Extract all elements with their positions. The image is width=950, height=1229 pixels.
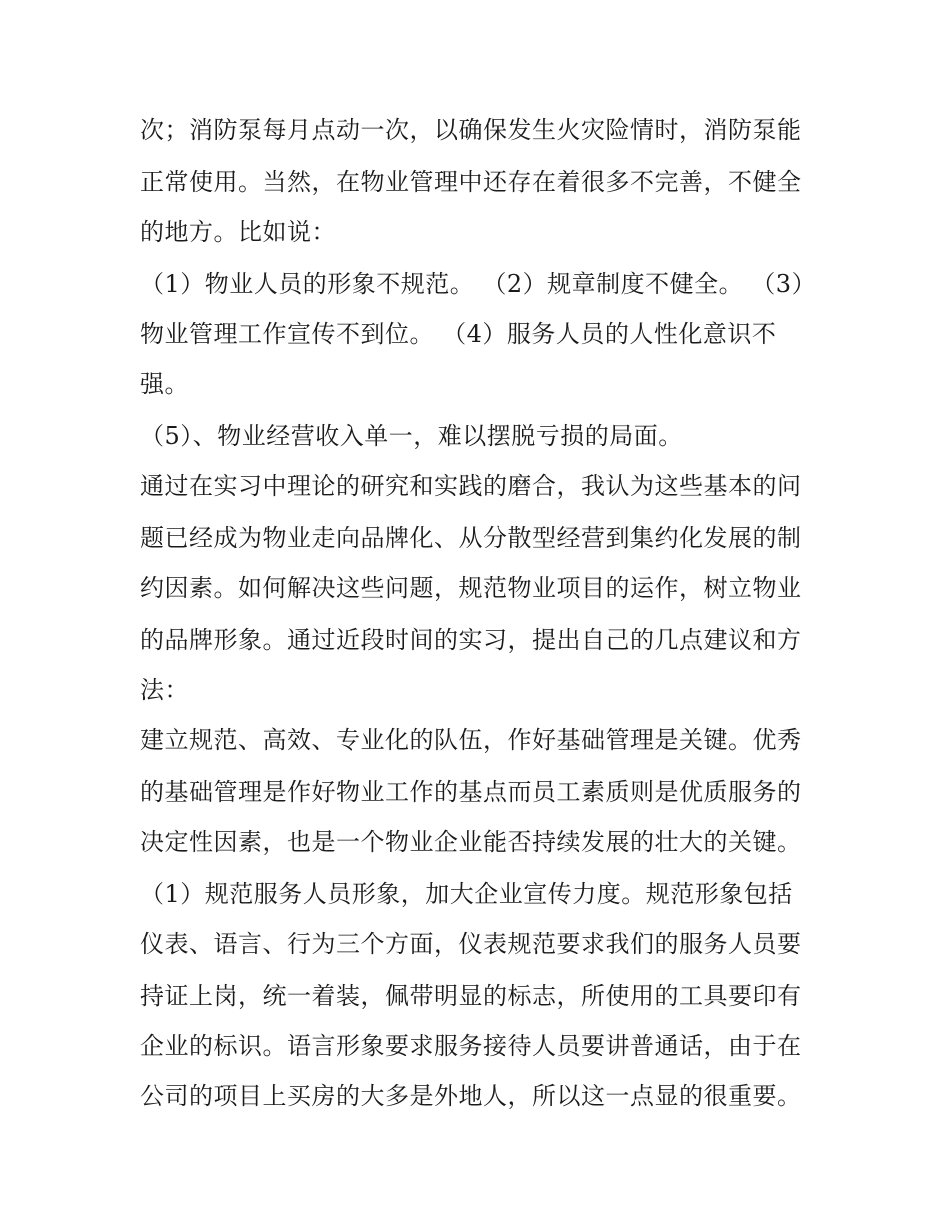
text-line: 次；消防泵每月点动一次，以确保发生火灾险情时，消防泵能 [140, 116, 802, 144]
text-line: 决定性因素，也是一个物业企业能否持续发展的壮大的关键。 [140, 828, 802, 856]
text-line: 建立规范、高效、专业化的队伍，作好基础管理是关键。优秀 [140, 726, 802, 754]
text-line: 题已经成为物业走向品牌化、从分散型经营到集约化发展的制 [140, 524, 802, 552]
text-line: 仪表、语言、行为三个方面，仪表规范要求我们的服务人员要 [140, 930, 802, 958]
text-line: 约因素。如何解决这些问题，规范物业项目的运作，树立物业 [140, 574, 802, 602]
text-line: （5）、物业经营收入单一，难以摆脱亏损的局面。 [140, 422, 683, 450]
text-line: 正常使用。当然，在物业管理中还存在着很多不完善，不健全 [140, 168, 802, 196]
text-line: （1）物业人员的形象不规范。 （2）规章制度不健全。 （3） [140, 270, 817, 298]
text-line: 持证上岗，统一着装，佩带明显的标志，所使用的工具要印有 [140, 982, 802, 1010]
text-line: 公司的项目上买房的大多是外地人，所以这一点显的很重要。 [140, 1082, 802, 1110]
text-line: 的地方。比如说： [140, 218, 336, 246]
text-line: 通过在实习中理论的研究和实践的磨合，我认为这些基本的问 [140, 472, 802, 500]
text-line: 的品牌形象。通过近段时间的实习，提出自己的几点建议和方 [140, 626, 802, 654]
text-line: 的基础管理是作好物业工作的基点而员工素质则是优质服务的 [140, 778, 802, 806]
text-line: 物业管理工作宣传不到位。 （4）服务人员的人性化意识不 [140, 320, 777, 348]
text-line: 法： [140, 676, 189, 704]
text-line: 强。 [140, 370, 189, 398]
text-line: 企业的标识。语言形象要求服务接待人员要讲普通话，由于在 [140, 1032, 802, 1060]
text-line: （1）规范服务人员形象，加大企业宣传力度。规范形象包括 [140, 880, 793, 908]
